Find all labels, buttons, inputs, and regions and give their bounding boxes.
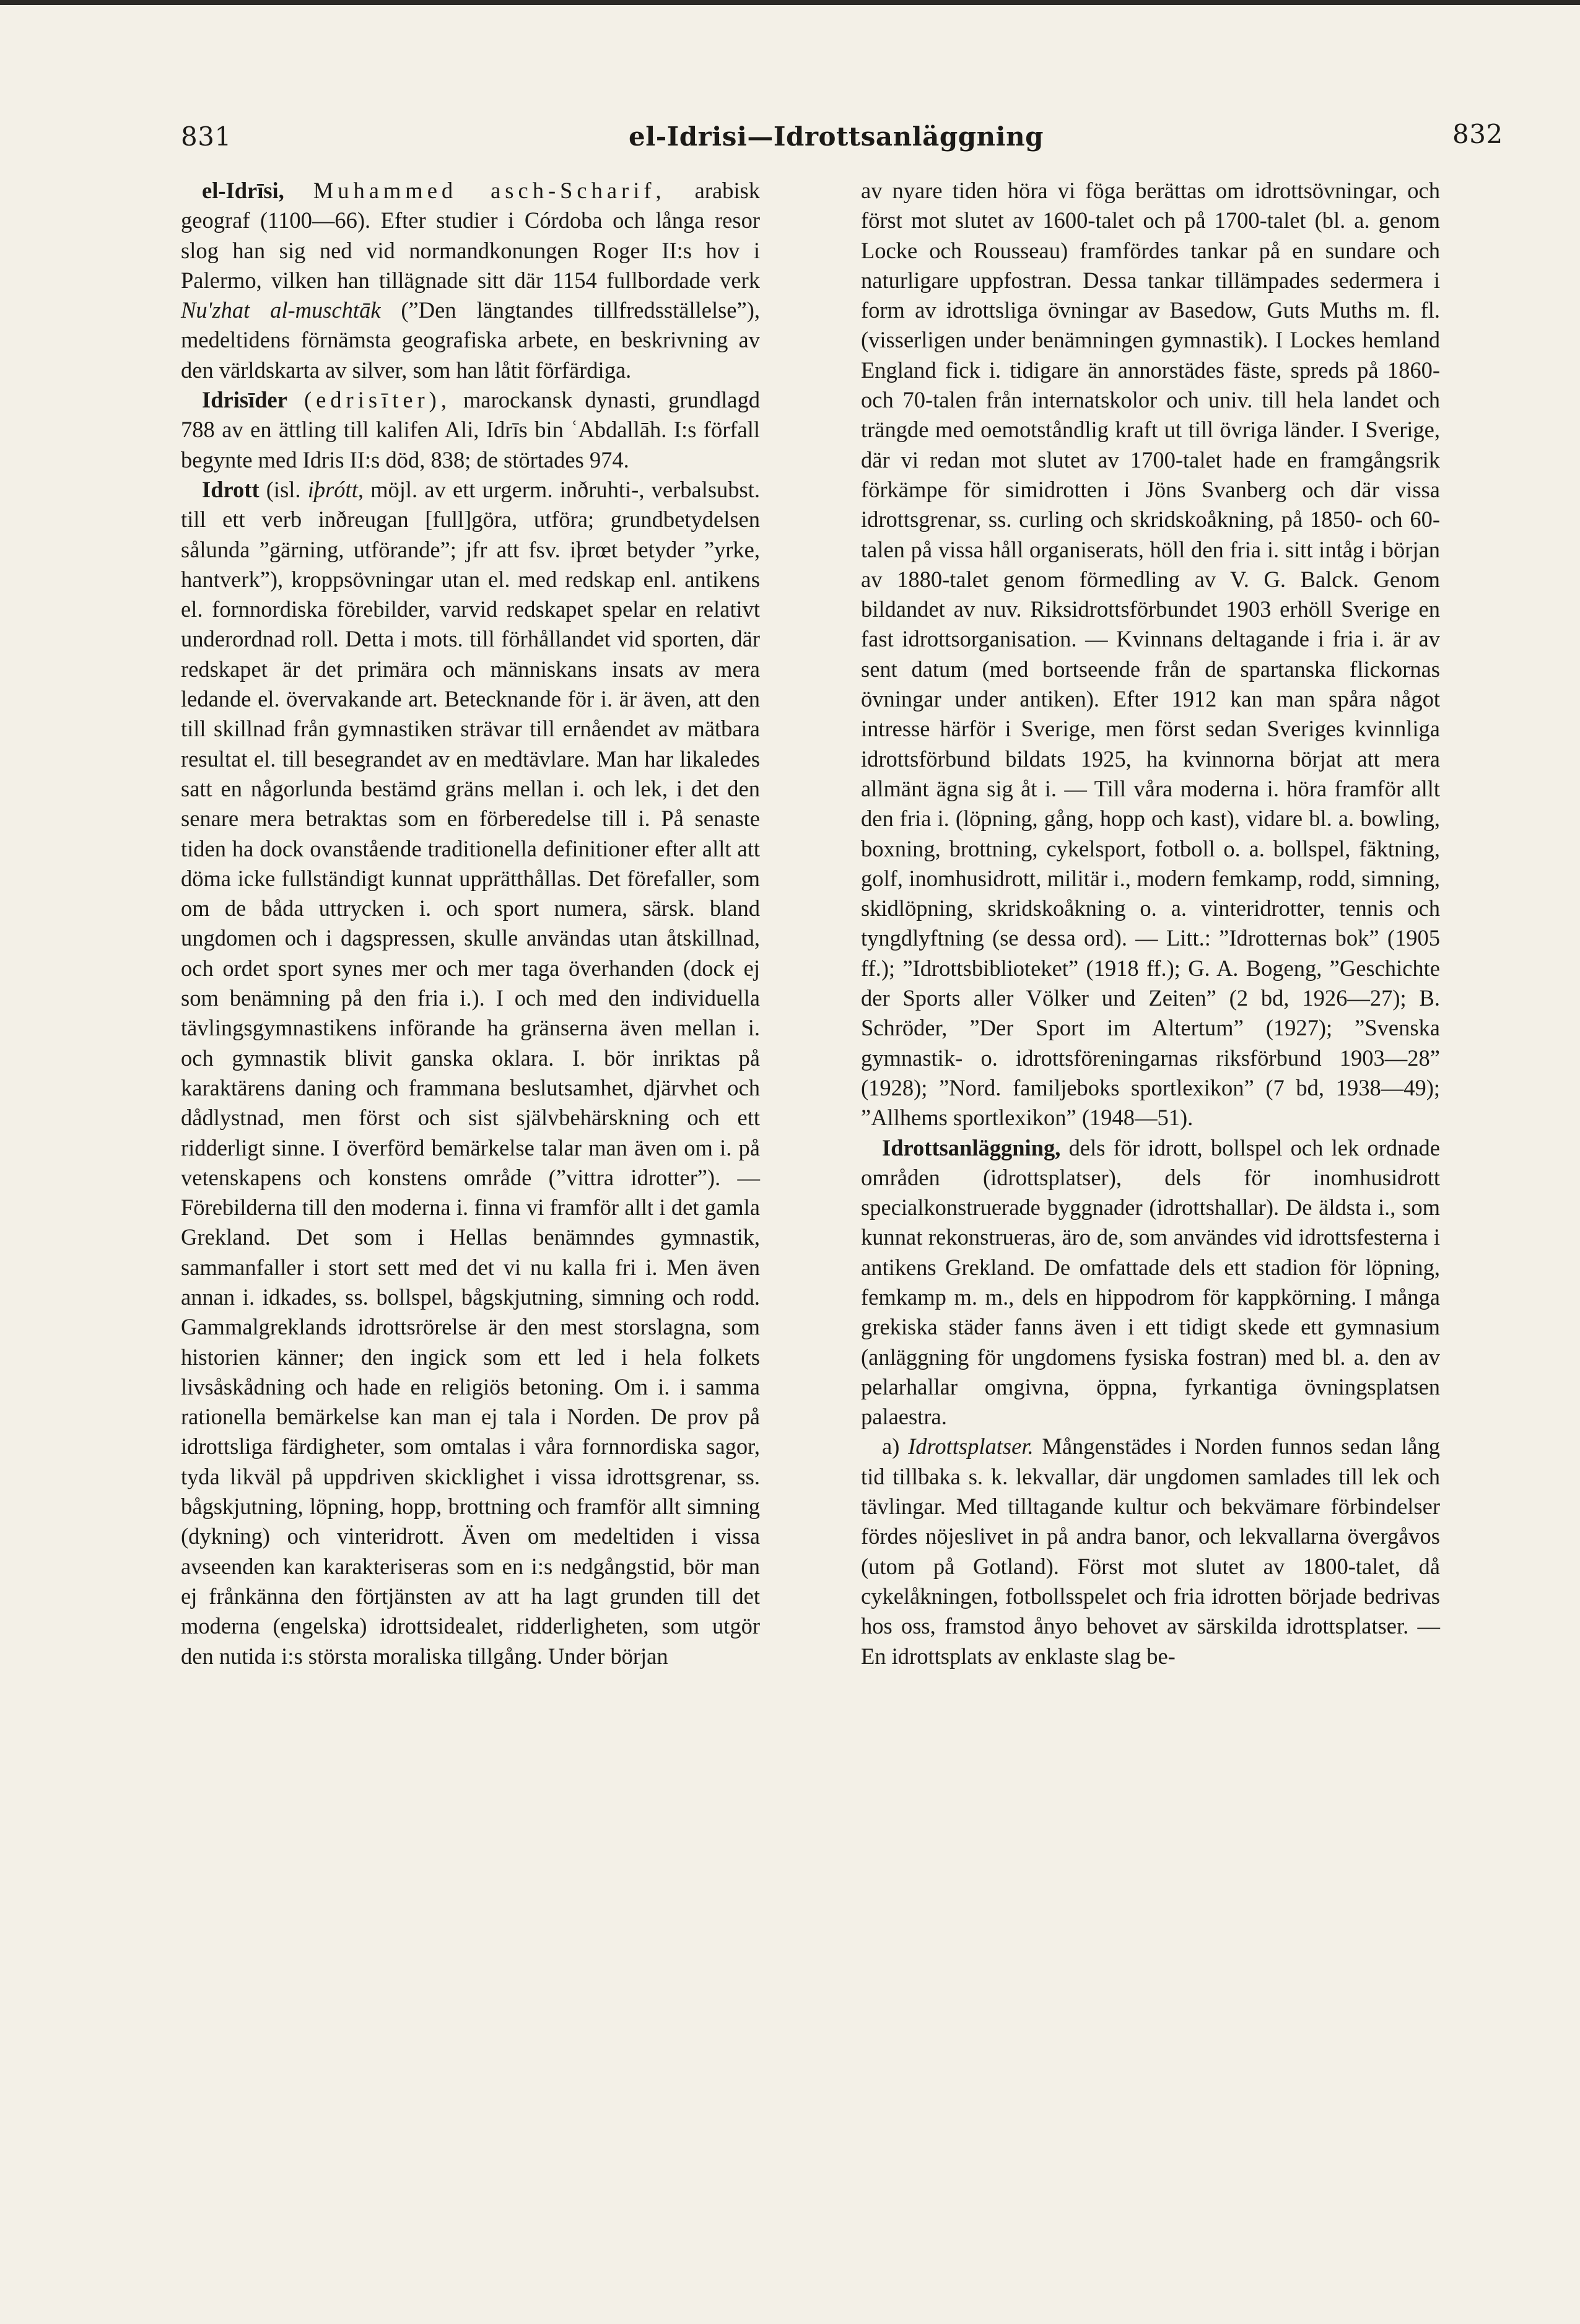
entry-text: Mångenstädes i Norden funnos sedan lång tid tillbaka s. k. lekvallar, där ungdomen samlades till lek och tävlingar. Med tilltagande kultur och bekvämare förbindelser fördes nöjeslivet in på andra banor, och lekvallarna övergåvos (utom på Gotland). Först mot slutet av 1800-talet, då cykelåkningen, fotbollsspelet och fria idrotten började bedrivas hos oss, framstod ånyo behovet av särskilda idrottsplatser. — En idrottsplats av enklaste slag be- [861,1434,1441,1669]
spaced-name: Muhammed asch-Scharif, [313,178,666,203]
headword: Idrottsanläggning, [882,1134,1061,1160]
entry-idrottsanlaggning [861,1133,1440,1432]
entry-idrott [181,475,760,1671]
subsection-idrottsplatser [861,1432,1440,1671]
headword: Idrott [202,476,260,502]
right-column [861,176,1440,1671]
headword: el-Idrīsi, [202,178,284,203]
italic-word: iþrótt, [307,476,364,502]
page-number-right: 832 [1452,119,1503,149]
entry-text: (isl. [259,476,308,502]
entry-idrott-continued [861,176,1440,1133]
entry-text: (”Den längtandes tillfredsställelse”), medeltidens förnämsta geografiska arbete, en beskrivning av den världskarta av silver, som han låtit förfärdiga. [181,297,760,383]
left-column [181,176,760,1671]
headword: Idrisīder [202,387,287,413]
entry-text: marockansk dynasti, grundlagd 788 av en ättling till kalifen Ali, Idrīs bin ʿAbdallāh. I:s förfall begynte med Idris II:s död, 838; de störtades 974. [181,387,760,472]
italic-title: Nu'zhat al-muschtāk [181,297,381,323]
entry-text: av nyare tiden höra vi föga berättas om idrottsövningar, och först mot slutet av 1600-talet och på 1700-talet (bl. a. genom Locke och Rousseau) framfördes tankar på en sundare och naturligare uppfostran. Dessa tankar tillämpades sedermera i form av idrottsliga övningar av Basedow, Guts Muths m. fl. (visserligen under benämningen gymnastik). I Lockes hemland England fick i. tidigare än annorstädes fäste, spreds på 1860- och 70-talen från internatskolor och univ. till hela landet och trängde med oemotståndlig kraft ut till övriga länder. I Sverige, där vi redan mot slutet av 1700-talet hade en framgångsrik förkämpe för simidrotten i Jöns Svanberg och där vissa idrottsgrenar, ss. curling och skridskoåkning, på 1850- och 60-talen på vissa håll organiserats, höll den fria i. sitt intåg i början av 1880-talet genom förmedling av V. G. Balck. Genom bildandet av nuv. Riksidrottsförbundet 1903 erhöll Sverige en fast idrottsorganisation. — Kvinnans deltagande i fria i. är av sent datum (med bortseende från de spartanska flickornas övningar under antiken). Efter 1912 kan man spåra något intresse härför i Sverige, men först sedan Sveriges kvinnliga idrottsförbund bildats 1925, ha kvinnorna börjat att mera allmänt ägna sig åt i. — Till våra moderna i. höra framför allt den fria i. (löpning, gång, hopp och kast), vidare bl. a. bowling, boxning, brottning, cykelsport, fotboll o. a. bollspel, fäktning, golf, inomhusidrott, militär i., modern femkamp, rodd, simning, skidlöpning, skridskoåkning o. a. vinteridrotter, tennis och tyngdlyftning (se dessa ord). — Litt.: ”Idrotternas bok” (1905 ff.); ”Idrottsbiblioteket” (1918 ff.); G. A. Bogeng, ”Geschichte der Sports aller Völker und Zeiten” (2 bd, 1926—27); B. Schröder, ”Der Sport im Altertum” (1927); ”Svenska gymnastik- o. idrottsföreningarnas riksförbund 1903—28” (1928); ”Nord. familjeboks sportlexikon” (7 bd, 1938—49); ”Allhems sportlexikon” (1948—51). [861,178,1440,1131]
entry-text: arabisk geograf (1100—66). Efter studier i Córdoba och långa resor slog han sig ned vid normandkonungen Roger II:s hov i Palermo, vilken han tillägnade sitt där 1154 fullbordade verk [181,178,760,293]
page-number-left: 831 [181,121,232,152]
entry-text: dels för idrott, bollspel och lek ordnade områden (idrottsplatser), dels för inomhusidrott specialkonstruerade byggnader (idrottshallar). De äldsta i., som kunnat rekonstrueras, äro de, som användes vid idrottsfesterna i antikens Grekland. De omfattade dels ett stadion för löpning, femkamp m. m., dels en hippodrom för kappkörning. I många grekiska städer fanns även i ett tidigt skede ett gymnasium (anläggning för ungdomens fysiska fostran) med bl. a. den av pelarhallar omgivna, öppna, fyrkantiga övningsplatsen palaestra. [861,1134,1440,1430]
italic-subheading: Idrottsplatser. [908,1434,1034,1460]
entry-idrisider [181,385,760,475]
top-border [0,0,1580,5]
entry-text: a) [882,1434,909,1460]
running-header: el-Idrisi—Idrottsanläggning [629,121,1044,152]
entry-text: möjl. av ett urgerm. inðruhti-, verbalsubst. till ett verb inðreugan [full]göra, utföra; grundbetydelsen sålunda ”gärning, utförande”; jfr att fsv. iþrœt betyder ”yrke, hantverk”), kroppsövningar utan el. med redskap enl. antikens el. fornnordiska förebilder, varvid redskapet spelar en relativt underordnad roll. Detta i mots. till förhållandet vid sporten, där redskapet är det primära och människans insats av mera ledande el. övervakande art. Betecknande för i. är även, att den till skillnad från gymnastiken strävar till ernåendet av mätbara resultat el. till besegrandet av en medtävlare. Man har likaledes satt en någorlunda bestämd gräns mellan i. och lek, i det den senare mera betraktas som en förberedelse till i. På senaste tiden ha dock ovanstående traditionella definitioner efter allt att döma icke fullständigt kunnat upprätthållas. Det förefaller, som om de båda uttrycken i. och sport numera, särsk. bland ungdomen och i dagspressen, skulle användas utan åtskillnad, och ordet sport synes mer och mer taga överhanden (dock ej som benämning på den fria i.). I och med den individuella tävlingsgymnastikens införande ha gränserna även mellan i. och gymnastik blivit ganska oklara. I. bör inriktas på karaktärens daning och frammana beslutsamhet, djärvhet och dådlystnad, men först och sist självbehärskning och ett ridderligt sinne. I överförd bemärkelse talar man även om i. på vetenskapens och konstens område (”vittra idrotter”). — Förebilderna till den moderna i. finna vi framför allt i det gamla Grekland. Det som i Hellas benämndes gymnastik, sammanfaller i stort sett med det vi nu kalla fri i. Men även annan i. idkades, ss. bollspel, bågskjutning, simning och rodd. Gammalgreklands idrottsrörelse är den mest storslagna, som historien känner; den ingick som ett led i hela folkets livsåskådning och hade en religiös betoning. Om i. i samma rationella bemärkelse kan man ej tala i Norden. De prov på idrottsliga färdigheter, som omtalas i våra fornnordiska sagor, tyda likväl på uppdriven skicklighet i vissa idrottsgrenar, ss. bågskjutning, löpning, hopp, brottning och framför allt simning (dykning) och vinteridrott. Även om medeltiden i vissa avseenden kan karakteriseras som en i:s nedgångstid, bör man ej frånkänna den förtjänsten av att ha lagt grunden till det moderna (engelska) idrottsidealet, ridderligheten, som utgör den nutida i:s största moraliska tillgång. Under början [181,476,760,1669]
entry-el-idrisi [181,176,760,385]
spaced-name: (edrisīter), [287,387,451,413]
